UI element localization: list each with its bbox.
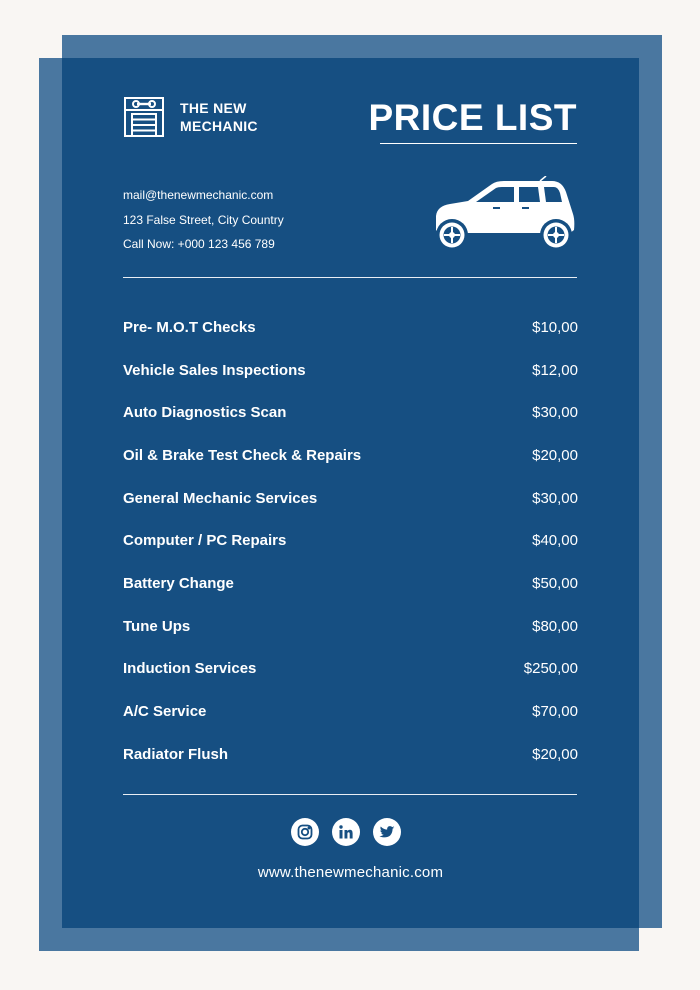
service-name: Induction Services [123, 660, 257, 678]
service-price: $10,00 [532, 318, 578, 336]
services-list [123, 306, 578, 776]
brand-logo [123, 96, 258, 138]
social-links [291, 818, 401, 846]
service-item [123, 690, 578, 733]
service-price: $250,00 [523, 660, 578, 678]
service-item [123, 434, 578, 477]
service-price: $30,00 [532, 404, 578, 422]
footer-divider [123, 794, 577, 795]
service-name: Tune Ups [123, 617, 191, 635]
service-price: $40,00 [532, 532, 578, 550]
garage-wrench-icon [123, 96, 165, 138]
service-name: Battery Change [123, 574, 234, 592]
service-price: $30,00 [532, 489, 578, 507]
service-price: $12,00 [532, 361, 578, 379]
service-price: $50,00 [532, 574, 578, 592]
service-name: Radiator Flush [123, 745, 229, 763]
brand-name-line-1: THE NEW [180, 100, 247, 116]
service-price: $20,00 [532, 745, 578, 763]
contact-info [123, 183, 284, 257]
service-name: General Mechanic Services [123, 489, 318, 507]
price-list-card [62, 58, 639, 928]
title-underline [380, 143, 577, 144]
service-name: Pre- M.O.T Checks [123, 318, 256, 336]
service-item [123, 391, 578, 434]
service-item [123, 733, 578, 776]
header-divider [123, 277, 577, 278]
service-item [123, 349, 578, 392]
page-title: PRICE LIST [368, 97, 577, 138]
service-item [123, 306, 578, 349]
service-name: A/C Service [123, 703, 207, 721]
service-item [123, 562, 578, 605]
service-name: Computer / PC Repairs [123, 532, 287, 550]
service-name: Auto Diagnostics Scan [123, 404, 287, 422]
service-name: Vehicle Sales Inspections [123, 361, 306, 379]
service-price: $20,00 [532, 446, 578, 464]
brand-name [180, 99, 258, 135]
contact-email[interactable]: mail@thenewmechanic.com [123, 188, 274, 202]
instagram-icon[interactable] [291, 818, 319, 846]
service-item [123, 519, 578, 562]
service-price: $70,00 [532, 703, 578, 721]
twitter-icon[interactable] [373, 818, 401, 846]
service-item [123, 605, 578, 648]
website-link[interactable]: www.thenewmechanic.com [257, 864, 444, 881]
car-icon [430, 176, 578, 250]
service-name: Oil & Brake Test Check & Repairs [123, 446, 362, 464]
linkedin-icon[interactable] [332, 818, 360, 846]
service-item [123, 477, 578, 520]
contact-address: 123 False Street, City Country [123, 212, 284, 227]
service-price: $80,00 [532, 617, 578, 635]
contact-phone: Call Now: +000 123 456 789 [123, 237, 275, 251]
service-item [123, 648, 578, 691]
brand-name-line-2: MECHANIC [180, 118, 258, 134]
